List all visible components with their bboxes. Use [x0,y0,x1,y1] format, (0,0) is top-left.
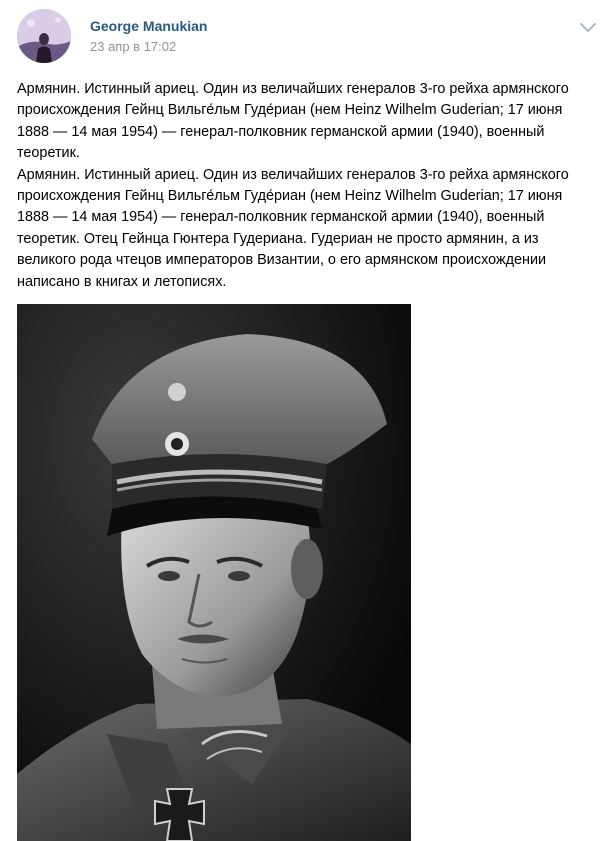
portrait-image [17,304,411,841]
author-name[interactable]: George Manukian [90,18,208,34]
post-photo[interactable] [17,304,411,841]
post-text [17,79,597,293]
post-paragraph: Армянин. Истинный ариец. Один из величайших генералов 3-го рейха армянского происхождения Гейнц Вильге́льм Гуде́риан (нем Heinz Wilhelm Guderian; 17 июня 1888 — 14 мая 1954) — генерал-полковник германской армии (1940), военный теоретик. Отец Гейнца Гюнтера Гудериана. Гудериан не просто армянин, а из великого рода чтецов императоров Византии, о его армянском происхождении написано в книгах и летописях. [17,166,569,290]
post-paragraph: Армянин. Истинный ариец. Один из величайших генералов 3-го рейха армянского происхождения Гейнц Вильге́льм Гуде́риан (нем Heinz Wilhelm Guderian; 17 июня 1888 — 14 мая 1954) — генерал-полковник германской армии (1940), военный теоретик. [17,81,569,162]
author-avatar[interactable] [17,9,71,63]
post-date[interactable]: 23 апр в 17:02 [90,39,177,54]
avatar-photo [17,9,71,63]
chevron-down-icon[interactable] [579,21,597,33]
post-header [17,9,597,69]
